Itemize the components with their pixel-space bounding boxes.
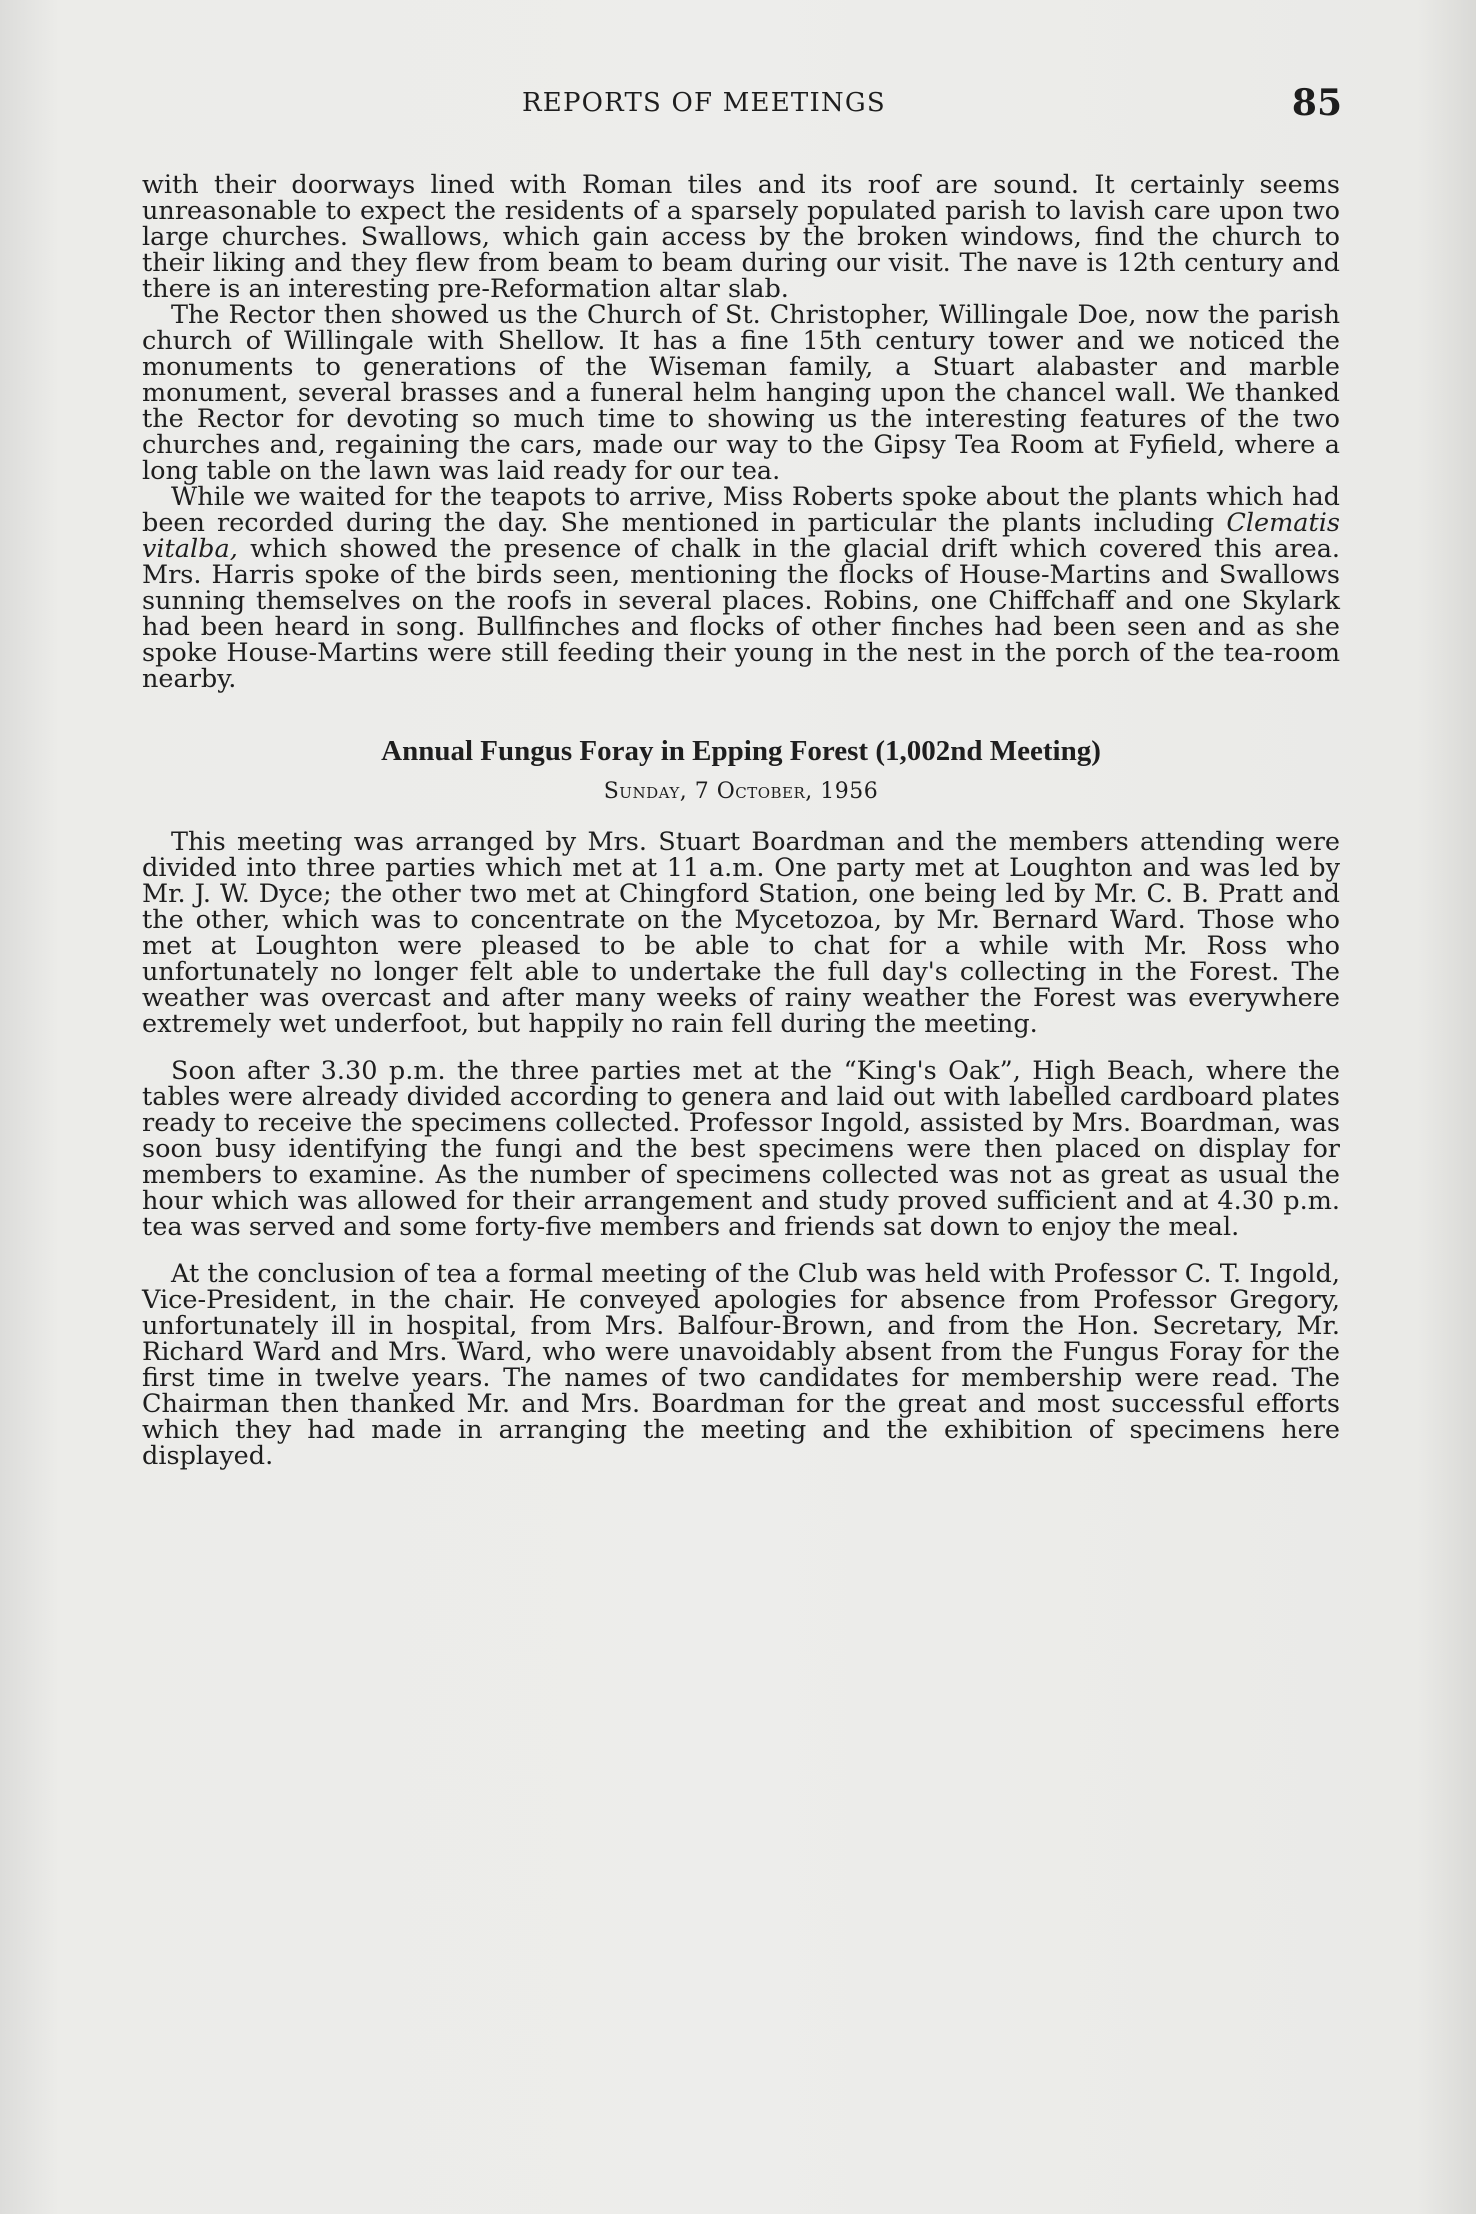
species-name-italic: Clematis vitalba, bbox=[142, 508, 1340, 564]
paragraph-plants-and-birds bbox=[142, 484, 1340, 692]
running-head: REPORTS OF MEETINGS bbox=[522, 88, 886, 118]
paragraph-continuation: with their doorways lined with Roman tiles and its roof are sound. It certainly seems unreasonable to expect the residents of a sparsely populated parish to lavish care upon two large churches. Swallows, which gain access by the broken windows, find the church to their liking and they flew from beam to beam during our visit. The nave is 12th century and there is an interesting pre-Reformation altar slab. bbox=[142, 170, 1340, 304]
section-title: Annual Fungus Foray in Epping Forest (1,002nd Meeting) bbox=[381, 735, 1101, 767]
page-number: 85 bbox=[1291, 82, 1342, 124]
page-header bbox=[142, 82, 1342, 132]
paragraph-willingale-doe: The Rector then showed us the Church of St. Christopher, Willingale Doe, now the parish church of Willingale with Shellow. It has a fine 15th century tower and we noticed the monuments to generations of the Wiseman family, a Stuart alabaster and marble monument, several brasses and a funeral helm hanging upon the chancel wall. We thanked the Rector for devoting so much time to showing us the interesting features of the two churches and, regaining the cars, made our way to the Gipsy Tea Room at Fyfield, where a long table on the lawn was laid ready for our tea. bbox=[142, 300, 1340, 486]
body-text bbox=[142, 172, 1340, 1469]
section-date: Sunday, 7 October, 1956 bbox=[603, 779, 879, 804]
paragraph-meeting-arrangement: This meeting was arranged by Mrs. Stuart Boardman and the members attending were divided into three parties which met at 11 a.m. One party met at Loughton and was led by Mr. J. W. Dyce; the other two met at Chingford Station, one being led by Mr. C. B. Pratt and the other, which was to concentrate on the Mycetozoa, by Mr. Bernard Ward. Those who met at Loughton were pleased to be able to chat for a while with Mr. Ross who unfortunately no longer felt able to undertake the full day's collecting in the Forest. The weather was overcast and after many weeks of rainy weather the Forest was everywhere extremely wet underfoot, but happily no rain fell during the meeting. bbox=[142, 827, 1340, 1039]
paragraph-text-before-italic: While we waited for the teapots to arrive, Miss Roberts spoke about the plants which had been recorded during the day. She mentioned in particular the plants including bbox=[142, 482, 1340, 538]
paragraph-text-after-italic: which showed the presence of chalk in the glacial drift which covered this area. Mrs. Harris spoke of the birds seen, mentioning the flocks of House-Martins and Swallows sunning themselves on the roofs in several places. Robins, one Chiffchaff and one Skylark had been heard in song. Bullfinches and flocks of other finches had been seen and as she spoke House-Martins were still feeding their young in the nest in the porch of the tea-room nearby. bbox=[142, 534, 1341, 694]
paragraph-kings-oak: Soon after 3.30 p.m. the three parties met at the “King's Oak”, High Beach, where the tables were already divided according to genera and laid out with labelled cardboard plates ready to receive the specimens collected. Professor Ingold, assisted by Mrs. Boardman, was soon busy identifying the fungi and the best specimens were then placed on display for members to examine. As the number of specimens collected was not as great as usual the hour which was allowed for their arrangement and study proved sufficient and at 4.30 p.m. tea was served and some forty-five members and friends sat down to enjoy the meal. bbox=[142, 1056, 1340, 1242]
paragraph-formal-meeting: At the conclusion of tea a formal meeting of the Club was held with Professor C. T. Ingold, Vice-President, in the chair. He conveyed apologies for absence from Professor Gregory, unfortunately ill in hospital, from Mrs. Balfour-Brown, and from the Hon. Secretary, Mr. Richard Ward and Mrs. Ward, who were unavoidably absent from the Fungus Foray for the first time in twelve years. The names of two candidates for membership were read. The Chairman then thanked Mr. and Mrs. Boardman for the great and most successful efforts which they had made in arranging the meeting and the exhibition of specimens here displayed. bbox=[142, 1259, 1340, 1471]
